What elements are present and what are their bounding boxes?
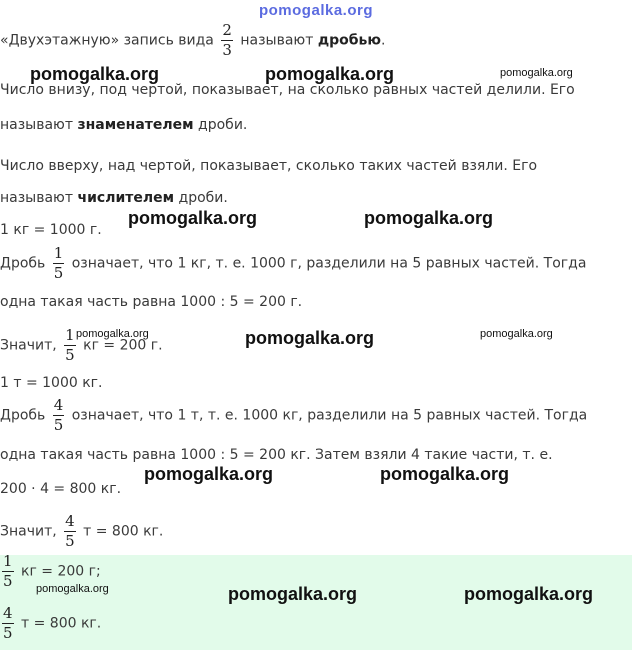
ton-equation (0, 375, 102, 391)
site-header[interactable]: pomogalka.org (258, 2, 373, 19)
fourfifths-label: Дробь (0, 407, 46, 424)
denominator-line-1: Число внизу, под чертой, показывает, на сколько равных частей делили. Его (0, 82, 575, 98)
watermark: pomogalka.org (144, 464, 274, 484)
denominator-pre: называют (0, 117, 74, 133)
fifth-text-1: означает, что 1 кг, т. е. 1000 г, разделили на 5 равных частей. Тогда (71, 255, 587, 272)
intro-text-after: называют (240, 32, 314, 49)
kg-equation (0, 222, 102, 238)
numerator-line-2 (0, 190, 228, 206)
answer-line-2 (2, 605, 101, 642)
answer-fraction-four-fifths (2, 605, 14, 642)
intro-text-before: «Двухэтажную» запись вида (0, 32, 214, 49)
frac-den: 5 (53, 264, 64, 282)
fifth-conclusion-label: Значит, (0, 337, 57, 354)
fourfifths-line-3: 200 · 4 = 800 кг. (0, 481, 122, 497)
fifth-conclusion-rest: кг = 200 г. (83, 337, 163, 354)
fraction-one-fifth (53, 245, 65, 282)
fourfifths-conclusion-label: Значит, (0, 523, 57, 540)
fourfifths-conclusion-rest: т = 800 кг. (83, 523, 164, 540)
watermark: pomogalka.org (364, 208, 494, 228)
fraction-four-fifths-conclusion (64, 513, 76, 550)
fraction-four-fifths (53, 397, 65, 434)
intro-end: . (381, 32, 386, 49)
frac-den: 5 (3, 624, 13, 642)
term-numerator: числителем (77, 190, 175, 206)
watermark: pomogalka.org (245, 328, 375, 348)
watermark: pomogalka.org (128, 208, 258, 228)
watermark: pomogalka.org (265, 64, 395, 84)
watermark: pomogalka.org (228, 584, 358, 604)
watermark: pomogalka.org (380, 464, 510, 484)
answer-fraction-one-fifth (2, 553, 14, 590)
frac-den: 5 (65, 532, 75, 550)
fifth-line-2: одна такая часть равна 1000 : 5 = 200 г. (0, 294, 303, 310)
numerator-pre: называют (0, 190, 74, 206)
intro-line (0, 22, 385, 59)
frac-num: 1 (65, 326, 75, 344)
watermark: pomogalka.org (36, 583, 109, 595)
fourfifths-conclusion (0, 513, 163, 550)
watermark: pomogalka.org (76, 328, 149, 340)
watermark: pomogalka.org (464, 584, 594, 604)
fraction-one-fifth-conclusion (64, 327, 76, 364)
frac-num: 1 (53, 244, 64, 262)
term-denominator: знаменателем (77, 117, 194, 133)
frac-num: 2 (222, 21, 232, 39)
frac-num: 1 (3, 552, 13, 570)
fourfifths-line-1 (0, 397, 587, 434)
numerator-post: дроби. (178, 190, 228, 206)
numerator-line-1: Число вверху, над чертой, показывает, сколько таких частей взяли. Его (0, 158, 538, 174)
fifth-label: Дробь (0, 255, 46, 272)
frac-num: 4 (3, 604, 13, 622)
denominator-post: дроби. (198, 117, 248, 133)
frac-den: 5 (65, 346, 75, 364)
answer-line-1-rest: кг = 200 г; (21, 563, 101, 580)
frac-num: 4 (65, 512, 75, 530)
kg-equation-text: 1 кг = 1000 г. (0, 222, 102, 238)
frac-den: 5 (53, 416, 64, 434)
term-fraction: дробью (317, 32, 381, 49)
watermark: pomogalka.org (30, 64, 160, 84)
frac-den: 5 (3, 572, 13, 590)
fourfifths-text-1: означает, что 1 т, т. е. 1000 кг, разделили на 5 равных частей. Тогда (71, 407, 588, 424)
fraction-two-thirds (221, 22, 233, 59)
watermark: pomogalka.org (500, 67, 573, 79)
answer-line-2-rest: т = 800 кг. (21, 615, 102, 632)
fourfifths-line-2: одна такая часть равна 1000 : 5 = 200 кг. Затем взяли 4 такие части, т. е. (0, 447, 553, 463)
fifth-line-1 (0, 245, 586, 282)
denominator-line-2 (0, 117, 247, 133)
ton-equation-text: 1 т = 1000 кг. (0, 375, 103, 391)
frac-den: 3 (222, 41, 232, 59)
watermark: pomogalka.org (480, 328, 553, 340)
frac-num: 4 (53, 396, 64, 414)
